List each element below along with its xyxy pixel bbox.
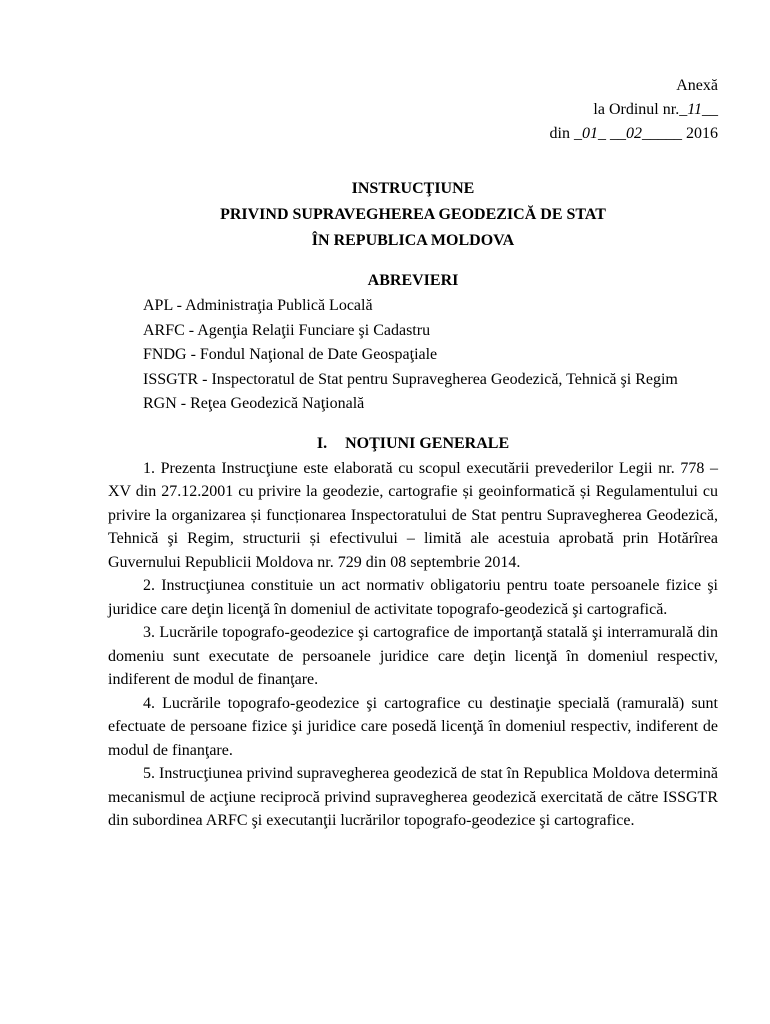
document-title <box>108 176 718 254</box>
section-number: I. <box>316 434 328 452</box>
title-line-1: INSTRUCŢIUNE <box>351 180 475 197</box>
paragraph: 1. Prezenta Instrucţiune este elaborată cu scopul executării prevederilor Legii nr. 778 –XV din 27.12.2001 cu privire la geodezie, cartografie și geoinformatică și Regulamentului cu privire la organizarea și funcționarea Inspectoratului de Stat pentru Supravegherea Geodezică, Tehnică şi Regim, structurii și efectivului – limită ale acestuia aprobată prin Hotărîrea Guvernului Republicii Moldova nr. 729 din 08 septembrie 2014. <box>108 459 718 571</box>
date-day: 01 <box>582 125 598 142</box>
paragraph: 5. Instrucţiunea privind supravegherea geodezică de stat în Republica Moldova determină mecanismul de acţiune reciprocă privind supravegherea geodezică exercitată de către ISSGTR din subordinea ARFC şi executanţii lucrărilor topografo-geodezice şi cartografice. <box>108 765 718 829</box>
order-suffix: __ <box>702 101 718 118</box>
order-number: 11 <box>687 101 702 118</box>
abbreviation-item: FNDG - Fondul Naţional de Date Geospaţiale <box>143 346 438 363</box>
abbreviation-item: RGN - Reţea Geodezică Naţională <box>143 395 365 412</box>
annex-date-line <box>108 122 718 146</box>
date-mid: _ __ <box>598 125 626 142</box>
date-prefix: din _ <box>549 125 582 142</box>
order-prefix: la Ordinul nr._ <box>593 101 688 118</box>
annex-header <box>108 74 718 146</box>
annex-order-line <box>108 98 718 122</box>
date-month: 02 <box>626 125 642 142</box>
paragraph: 3. Lucrările topografo-geodezice şi cartografice de importanţă statală şi interramurală din domeniu sunt executate de persoanele juridice care deţin licenţă în domeniul respectiv, indiferent de modul de finanţare. <box>108 624 718 688</box>
abbreviation-item: ISSGTR - Inspectoratul de Stat pentru Supravegherea Geodezică, Tehnică şi Regim <box>143 370 678 388</box>
title-line-3: ÎN REPUBLICA MOLDOVA <box>311 232 515 249</box>
section-title: NOŢIUNI GENERALE <box>345 434 510 452</box>
title-line-2: PRIVIND SUPRAVEGHEREA GEODEZICĂ DE STAT <box>220 206 606 223</box>
abbreviations-list <box>108 294 718 417</box>
abbreviations-heading: ABREVIERI <box>367 272 459 289</box>
paragraph: 4. Lucrările topografo-geodezice şi cartografice cu destinaţie specială (ramurală) sunt efectuate de persoane fizice şi juridice care posedă licenţă în domeniul respectiv, indiferent de modul de finanţare. <box>108 694 718 759</box>
section-heading <box>108 431 718 457</box>
abbreviation-item: ARFC - Agenţia Relaţii Funciare şi Cadastru <box>143 321 431 339</box>
annex-label: Anexă <box>676 77 718 94</box>
paragraph: 2. Instrucţiunea constituie un act normativ obligatoriu pentru toate persoanele fizice şi juridice care deţin licenţă în domeniul de activitate topografo-geodezică şi cartografică. <box>108 577 718 618</box>
date-suffix: _____ 2016 <box>642 125 718 142</box>
section-body <box>108 457 718 833</box>
abbreviation-item: APL - Administraţia Publică Locală <box>143 297 373 314</box>
